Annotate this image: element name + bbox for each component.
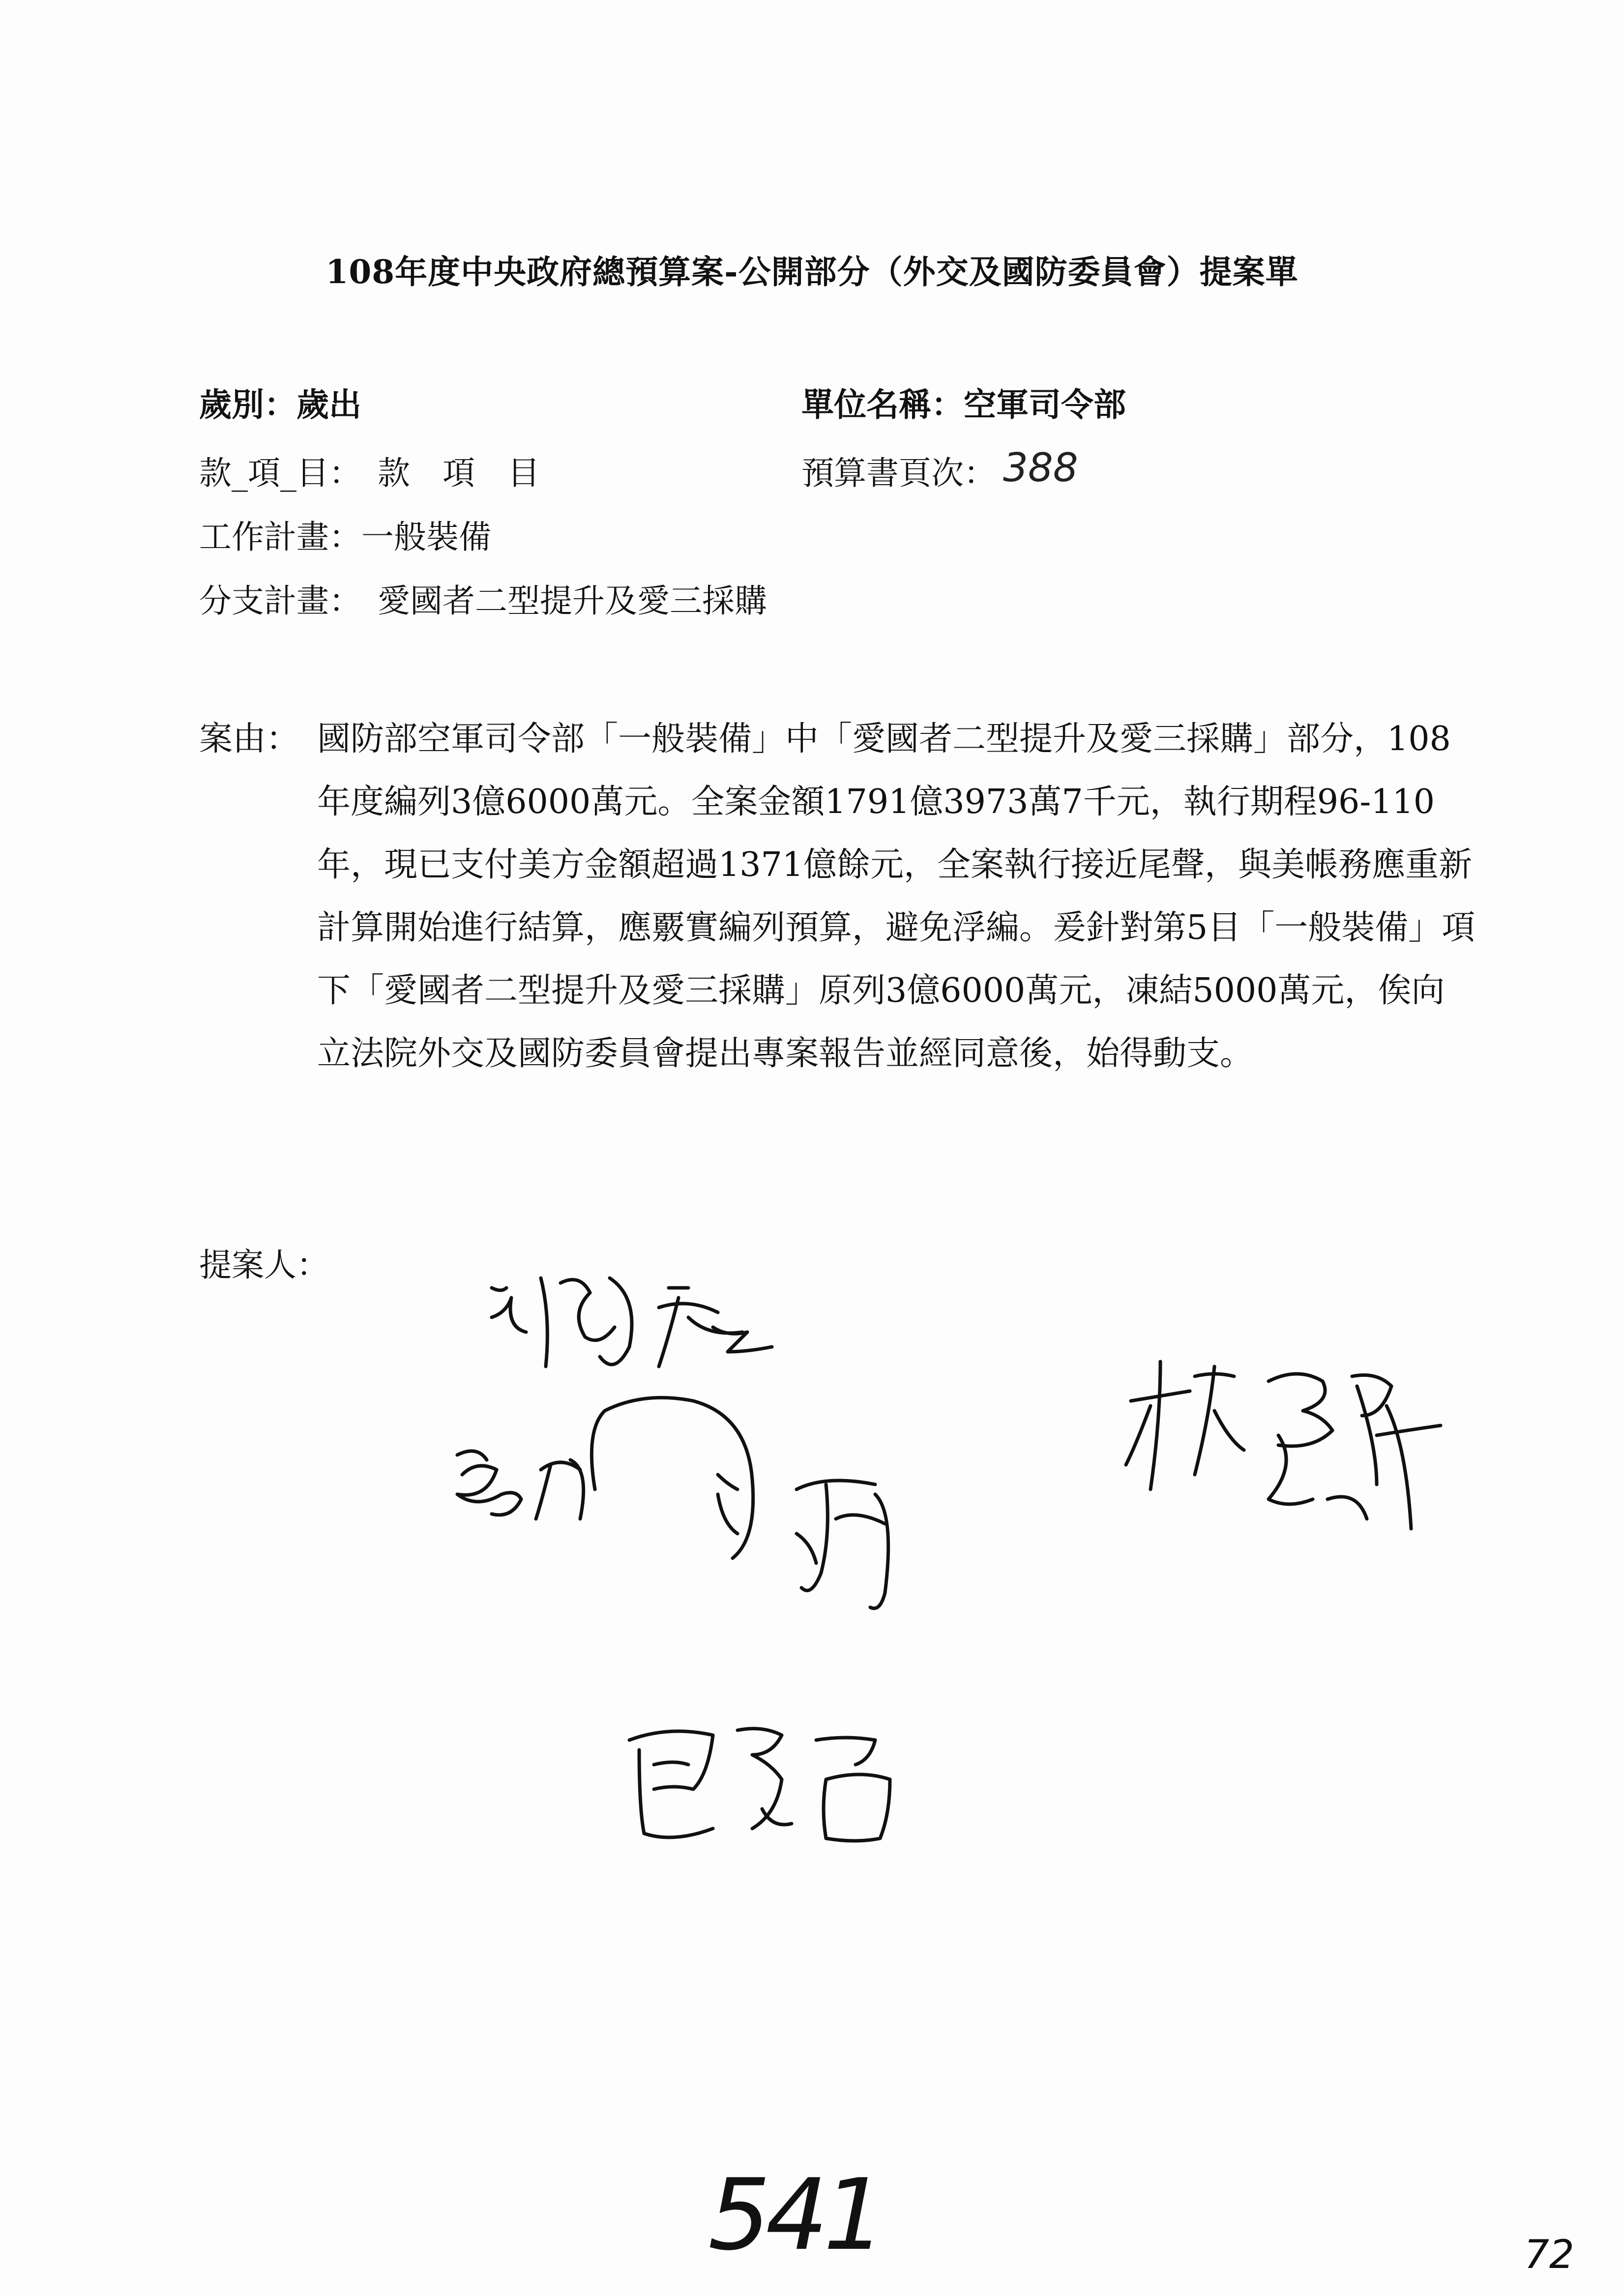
reason-text: 國防部空軍司令部「一般裝備」中「愛國者二型提升及愛三採購」部分，108年度編列3億6000萬元。全案金額1791億3973萬7千元，執行期程96-110年，現已支付美方金額超過1371億餘元，全案執行接近尾聲，與美帳務應重新計算開始進行結算，應覈實編列預算，避免浮編。爰針對第5目「一般裝備」項下「愛國者二型提升及愛三採購」原列3億6000萬元，凍結5000萬元，俟向立法院外交及國防委員會提出專案報告並經同意後，始得動支。 bbox=[317, 720, 1476, 1073]
sub-plan: 分支計畫： 愛國者二型提升及愛三採購 bbox=[199, 582, 767, 620]
page-title: 108年度中央政府總預算案-公開部分（外交及國防委員會）提案單 bbox=[325, 253, 1299, 291]
reason-label: 案由： bbox=[199, 720, 300, 758]
signature-3 bbox=[1121, 1347, 1465, 1593]
page-number: 541 bbox=[708, 2158, 881, 2272]
signature-1 bbox=[482, 1258, 856, 1386]
unit-name: 單位名稱：空軍司令部 bbox=[801, 385, 1126, 424]
item-line: 款_項_目： 款 項 目 bbox=[199, 454, 540, 492]
proposers-label: 提案人： bbox=[199, 1246, 329, 1284]
reason-block bbox=[199, 708, 1477, 1085]
account-type: 歲別：歲出 bbox=[199, 385, 361, 424]
signature-2 bbox=[443, 1396, 1033, 1671]
budget-page-label: 預算書頁次： bbox=[801, 454, 996, 492]
budget-page-value: 388 bbox=[1003, 445, 1078, 491]
corner-number: 72 bbox=[1524, 2232, 1574, 2277]
signature-4 bbox=[610, 1711, 954, 1868]
work-plan: 工作計畫：一般裝備 bbox=[199, 518, 491, 556]
